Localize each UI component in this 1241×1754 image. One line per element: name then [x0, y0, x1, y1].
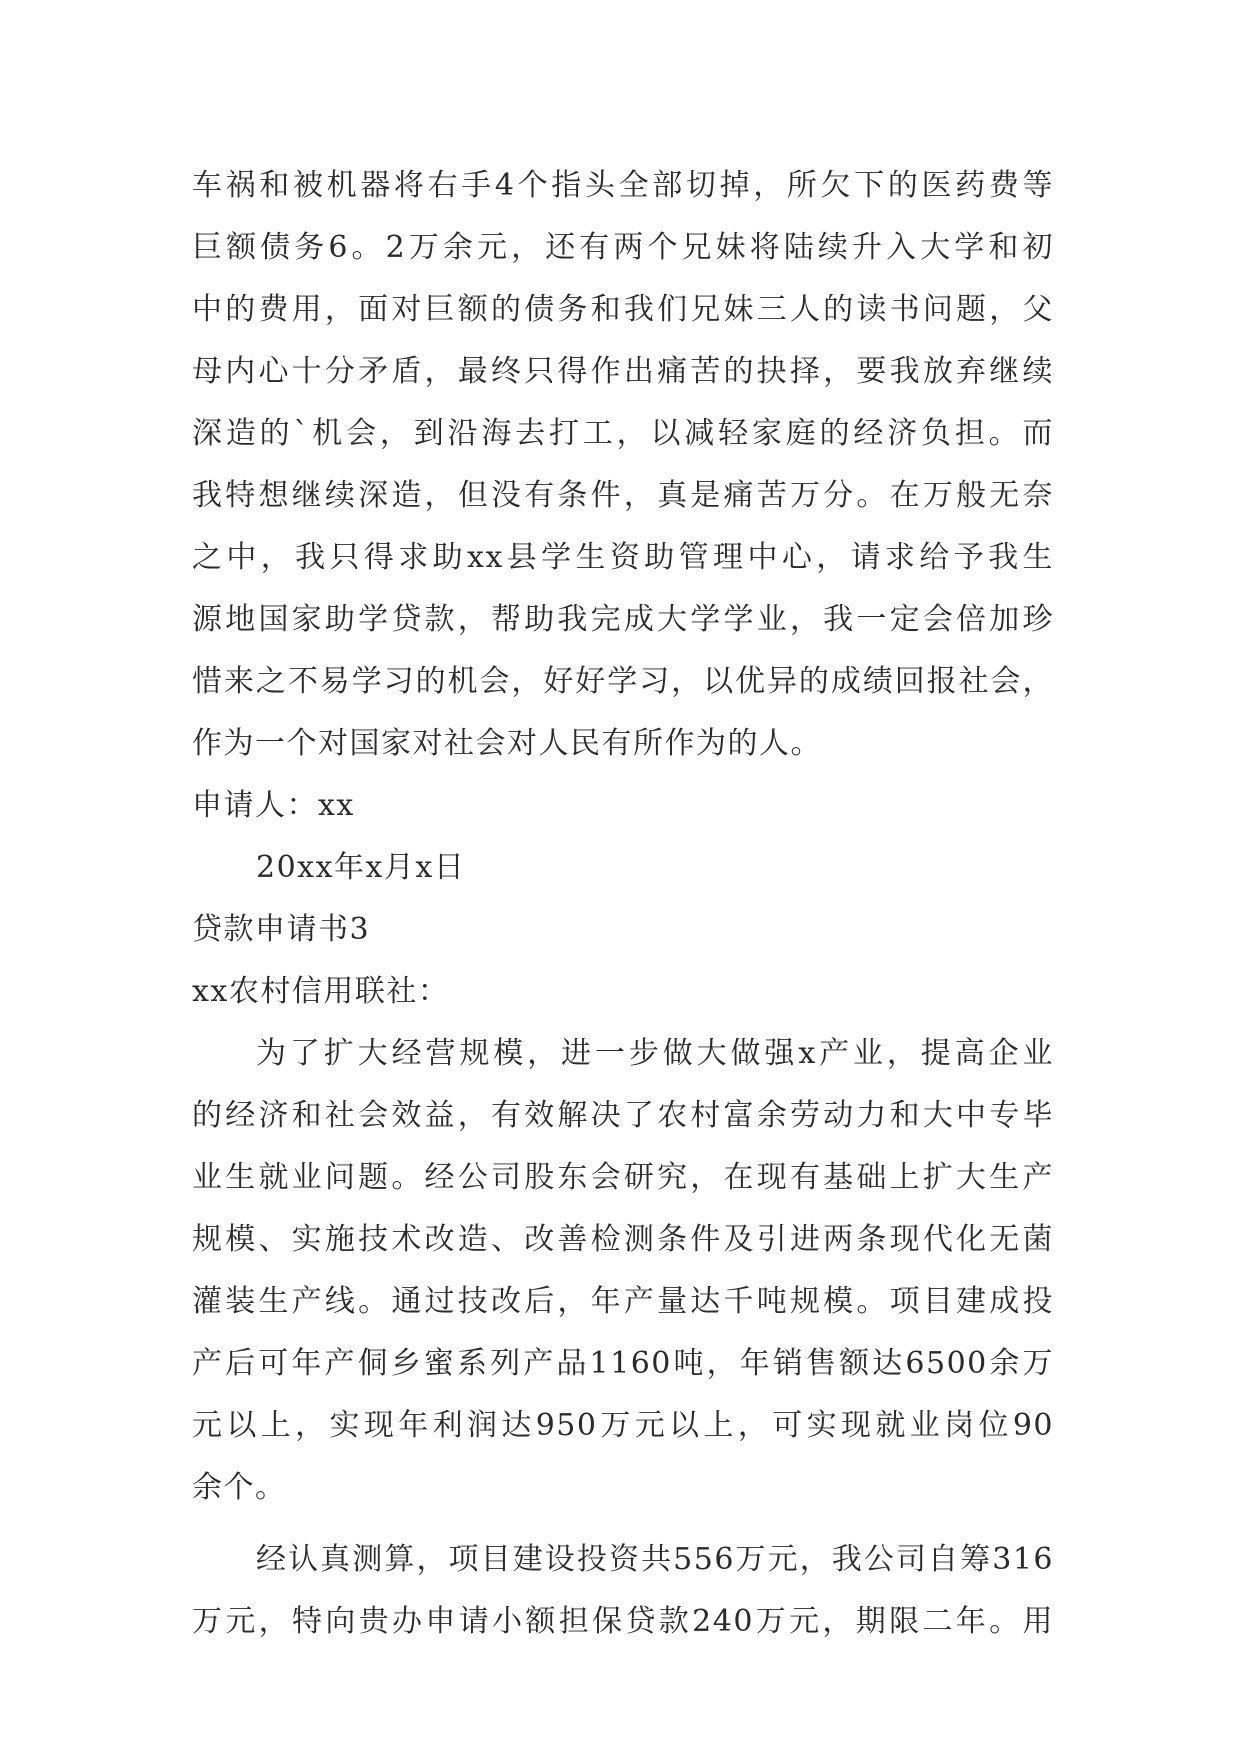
application-date: 20xx年x月x日	[256, 850, 466, 885]
recipient-line: xx农村信用联社：	[192, 974, 450, 1009]
text-line: 万元，特向贵办申请小额担保贷款240万元，期限二年。用	[192, 1604, 1054, 1639]
text-line: 产后可年产侗乡蜜系列产品1160吨，年销售额达6500余万	[192, 1346, 1054, 1381]
applicant-signature: 申请人：xx	[192, 788, 355, 823]
text-line: 作为一个对国家对社会对人民有所作为的人。	[192, 726, 822, 761]
text-line: 余个。	[192, 1470, 287, 1505]
text-line: 之中，我只得求助xx县学生资助管理中心，请求给予我生	[192, 540, 1054, 575]
text-line: 业生就业问题。经公司股东会研究，在现有基础上扩大生产	[192, 1160, 1054, 1195]
text-line: 灌装生产线。通过技改后，年产量达千吨规模。项目建成投	[192, 1284, 1054, 1319]
document-body	[192, 155, 1054, 1653]
text-line: 为了扩大经营规模，进一步做大做强x产业，提高企业	[256, 1036, 1054, 1071]
text-line: 车祸和被机器将右手4个指头全部切掉，所欠下的医药费等	[192, 168, 1054, 203]
section-title: 贷款申请书3	[192, 912, 371, 947]
text-line: 的经济和社会效益，有效解决了农村富余劳动力和大中专毕	[192, 1098, 1054, 1133]
paragraph-investment	[192, 1529, 1054, 1653]
text-line: 母内心十分矛盾，最终只得作出痛苦的抉择，要我放弃继续	[192, 354, 1054, 389]
text-line: 惜来之不易学习的机会，好好学习，以优异的成绩回报社会，	[192, 664, 1054, 699]
text-line: 深造的`机会，到沿海去打工，以减轻家庭的经济负担。而	[192, 416, 1054, 451]
text-line: 元以上，实现年利润达950万元以上，可实现就业岗位90	[192, 1408, 1054, 1443]
text-line: 巨额债务6。2万余元，还有两个兄妹将陆续升入大学和初	[192, 230, 1054, 265]
text-line: 中的费用，面对巨额的债务和我们兄妹三人的读书问题，父	[192, 292, 1054, 327]
paragraph-expansion	[192, 1023, 1054, 1519]
text-line: 规模、实施技术改造、改善检测条件及引进两条现代化无菌	[192, 1222, 1054, 1257]
text-line: 源地国家助学贷款，帮助我完成大学学业，我一定会倍加珍	[192, 602, 1054, 637]
text-line: 我特想继续深造，但没有条件，真是痛苦万分。在万般无奈	[192, 478, 1054, 513]
paragraph-hardship	[192, 155, 1054, 775]
text-line: 经认真测算，项目建设投资共556万元，我公司自筹316	[256, 1542, 1054, 1577]
